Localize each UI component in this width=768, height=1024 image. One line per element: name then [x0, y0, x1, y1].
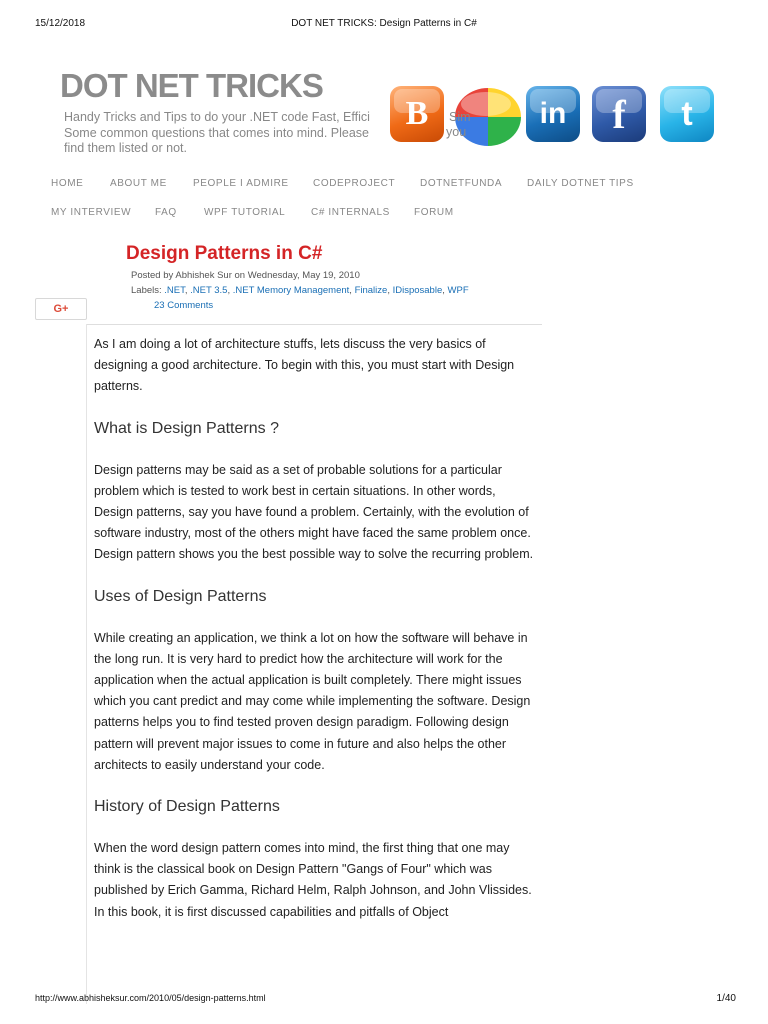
- nav-home[interactable]: HOME: [51, 178, 84, 189]
- tagline-fragment: you: [446, 125, 467, 139]
- google-plus-button[interactable]: G+: [35, 298, 87, 320]
- label-link[interactable]: .NET Memory Management: [232, 285, 350, 296]
- uses-paragraph: While creating an application, we think a lot on how the software will behave in the long run. It is very hard to predict how the architecture will work for the application when the actual application is built completely. There might issues which you cant predict and may come while implementing the software. Design patterns helps you to find tested proven design paradigm. Following design pattern will prevent major issues to come in future and also helps the other architects to easily understand your code.: [94, 630, 531, 772]
- twitter-icon[interactable]: [660, 86, 714, 142]
- nav-forum[interactable]: FORUM: [414, 207, 454, 218]
- print-page-title: DOT NET TRICKS: Design Patterns in C#: [291, 18, 477, 29]
- label-link[interactable]: .NET: [164, 285, 185, 296]
- linkedin-icon[interactable]: [526, 86, 580, 142]
- nav-wpf-tutorial[interactable]: WPF TUTORIAL: [204, 207, 286, 218]
- nav-csharp-internals[interactable]: C# INTERNALS: [311, 207, 390, 218]
- history-paragraph: When the word design pattern comes into mind, the first thing that one may think is the classical book on Design Pattern "Gangs of Four" which was published by Erich Gamma, Richard Helm, Ralph Johnson, and John Vlissides. In this book, it is first discussed capabilities and pitfalls of Object: [94, 841, 532, 919]
- heading-what-is-design-patterns: What is Design Patterns ?: [94, 419, 279, 437]
- tagline-fragment: Sim: [449, 110, 471, 124]
- comments-link[interactable]: 23 Comments: [154, 300, 214, 311]
- print-page-number: 1/40: [716, 993, 736, 1004]
- facebook-icon[interactable]: [592, 86, 646, 142]
- label-link[interactable]: .NET 3.5: [190, 285, 228, 296]
- blogger-icon[interactable]: [390, 86, 444, 142]
- site-title[interactable]: DOT NET TRICKS: [60, 67, 323, 104]
- label-link[interactable]: WPF: [447, 285, 469, 296]
- label-link[interactable]: IDisposable: [392, 285, 443, 296]
- what-paragraph: Design patterns may be said as a set of probable solutions for a particular problem which is tested to work best in certain situations. In other words, Design patterns, say you have found a problem. Certainly, with the evolution of software industry, most of the others might have faced the same problem once. Design pattern shows you the best possible way to solve the recurring problem.: [94, 462, 534, 562]
- facebook-glyph: f: [612, 91, 626, 137]
- post-labels: Labels: .NET, .NET 3.5, .NET Memory Management, Finalize, IDisposable, WPF: [131, 285, 469, 296]
- twitter-glyph: t: [681, 94, 693, 133]
- nav-daily-dotnet-tips[interactable]: DAILY DOTNET TIPS: [527, 178, 634, 189]
- tagline-line: Handy Tricks and Tips to do your .NET code Fast, Effici: [64, 110, 370, 124]
- nav-dotnetfunda[interactable]: DOTNETFUNDA: [420, 178, 503, 189]
- print-date: 15/12/2018: [35, 18, 86, 29]
- blogger-glyph: B: [405, 95, 429, 132]
- article-body: [94, 334, 534, 923]
- nav-my-interview[interactable]: MY INTERVIEW: [51, 207, 132, 218]
- nav-codeproject[interactable]: CODEPROJECT: [313, 178, 396, 189]
- nav-about-me[interactable]: ABOUT ME: [110, 178, 167, 189]
- heading-uses-of-design-patterns: Uses of Design Patterns: [94, 587, 267, 605]
- post-title[interactable]: Design Patterns in C#: [126, 243, 323, 264]
- print-url: http://www.abhisheksur.com/2010/05/design-patterns.html: [35, 993, 266, 1003]
- nav-people-i-admire[interactable]: PEOPLE I ADMIRE: [193, 178, 289, 189]
- labels-prefix: Labels:: [131, 285, 162, 296]
- post-byline: Posted by Abhishek Sur on Wednesday, May 19, 2010: [131, 270, 360, 281]
- tagline-line: find them listed or not.: [64, 141, 187, 155]
- linkedin-glyph: in: [539, 97, 567, 130]
- content-border: [86, 324, 87, 1004]
- nav-faq[interactable]: FAQ: [155, 207, 177, 218]
- divider: [86, 324, 542, 325]
- heading-history-of-design-patterns: History of Design Patterns: [94, 798, 280, 816]
- intro-paragraph: As I am doing a lot of architecture stuffs, lets discuss the very basics of designing a good architecture. To begin with this, you must start with Design patterns.: [94, 337, 515, 394]
- label-link[interactable]: Finalize: [354, 285, 388, 296]
- tagline-line: Some common questions that comes into mind. Please: [64, 125, 370, 140]
